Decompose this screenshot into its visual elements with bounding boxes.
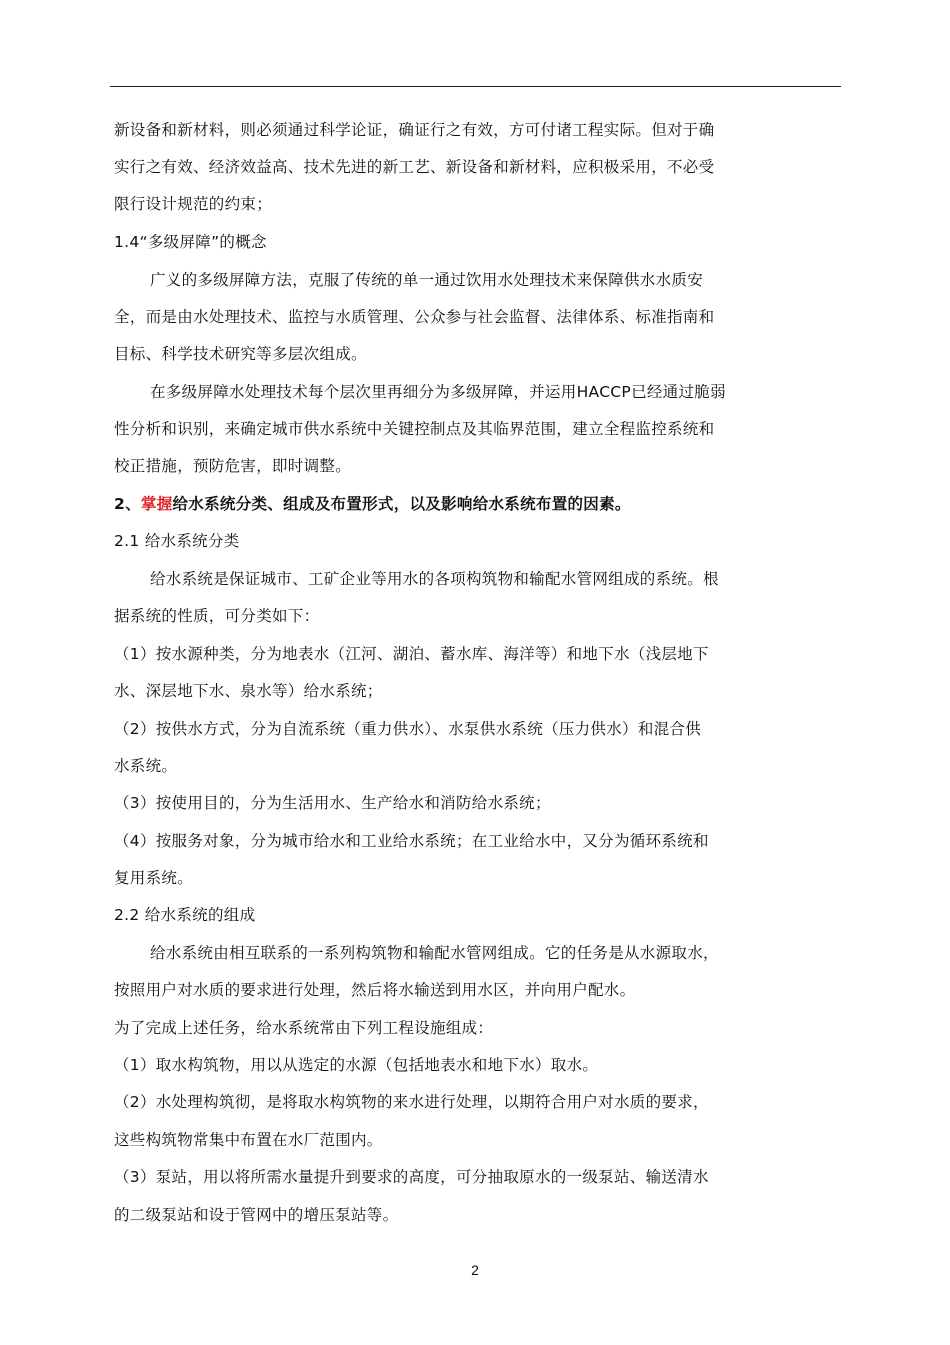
- list-item: （3）按使用目的，分为生活用水、生产给水和消防给水系统；: [114, 794, 551, 812]
- list-item: 的二级泵站和设于管网中的增压泵站等。: [114, 1206, 399, 1224]
- heading-rest: 给水系统分类、组成及布置形式，以及影响给水系统布置的因素。: [172, 495, 631, 513]
- heading-highlight: 掌握: [140, 495, 173, 513]
- list-item: （2）水处理构筑彻，是将取水构筑物的来水进行处理，以期符合用户对水质的要求，: [114, 1093, 709, 1111]
- list-item: （1）取水构筑物，用以从选定的水源（包括地表水和地下水）取水。: [114, 1056, 599, 1074]
- section-heading-2-1: 2.1 给水系统分类: [114, 532, 240, 550]
- section-heading-2-2: 2.2 给水系统的组成: [114, 906, 256, 924]
- body-line: 新设备和新材料，则必须通过科学论证，确证行之有效，方可付诸工程实际。但对于确: [114, 121, 715, 139]
- body-line: 性分析和识别，来确定城市供水系统中关键控制点及其临界范围，建立全程监控系统和: [114, 420, 715, 438]
- body-line: 给水系统由相互联系的一系列构筑物和输配水管网组成。它的任务是从水源取水，: [150, 944, 719, 962]
- body-line: 全，而是由水处理技术、监控与水质管理、公众参与社会监督、法律体系、标准指南和: [114, 308, 715, 326]
- body-line: 目标、科学技术研究等多层次组成。: [114, 345, 367, 363]
- body-line: 广义的多级屏障方法，克服了传统的单一通过饮用水处理技术来保障供水水质安: [150, 271, 704, 289]
- section-heading-2: [114, 494, 631, 514]
- body-line: 在多级屏障水处理技术每个层次里再细分为多级屏障，并运用HACCP已经通过脆弱: [150, 383, 726, 401]
- heading-prefix: 2、: [114, 495, 141, 513]
- page-number: 2: [471, 1262, 479, 1278]
- list-item: 水、深层地下水、泉水等）给水系统；: [114, 682, 383, 700]
- list-item: （4）按服务对象，分为城市给水和工业给水系统；在工业给水中，又分为循环系统和: [114, 832, 709, 850]
- body-line: 给水系统是保证城市、工矿企业等用水的各项构筑物和输配水管网组成的系统。根: [150, 570, 719, 588]
- body-line: 据系统的性质，可分类如下：: [114, 607, 320, 625]
- list-item: 这些构筑物常集中布置在水厂范围内。: [114, 1131, 383, 1149]
- section-heading-1-4: 1.4“多级屏障”的概念: [114, 233, 267, 251]
- body-line: 限行设计规范的约束；: [114, 195, 273, 213]
- list-item: 复用系统。: [114, 869, 194, 887]
- page-header-rule: [110, 86, 841, 87]
- list-item: （1）按水源种类，分为地表水（江河、湖泊、蓄水库、海洋等）和地下水（浅层地下: [114, 645, 709, 663]
- list-item: （3）泵站，用以将所需水量提升到要求的高度，可分抽取原水的一级泵站、输送清水: [114, 1168, 709, 1186]
- body-line: 校正措施，预防危害，即时调整。: [114, 457, 352, 475]
- body-line: 为了完成上述任务，给水系统常由下列工程设施组成：: [114, 1019, 494, 1037]
- body-line: 实行之有效、经济效益高、技术先进的新工艺、新设备和新材料，应积极采用，不必受: [114, 158, 715, 176]
- body-line: 按照用户对水质的要求进行处理，然后将水输送到用水区，并向用户配水。: [114, 981, 636, 999]
- list-item: （2）按供水方式，分为自流系统（重力供水）、水泵供水系统（压力供水）和混合供: [114, 720, 702, 738]
- list-item: 水系统。: [114, 757, 178, 775]
